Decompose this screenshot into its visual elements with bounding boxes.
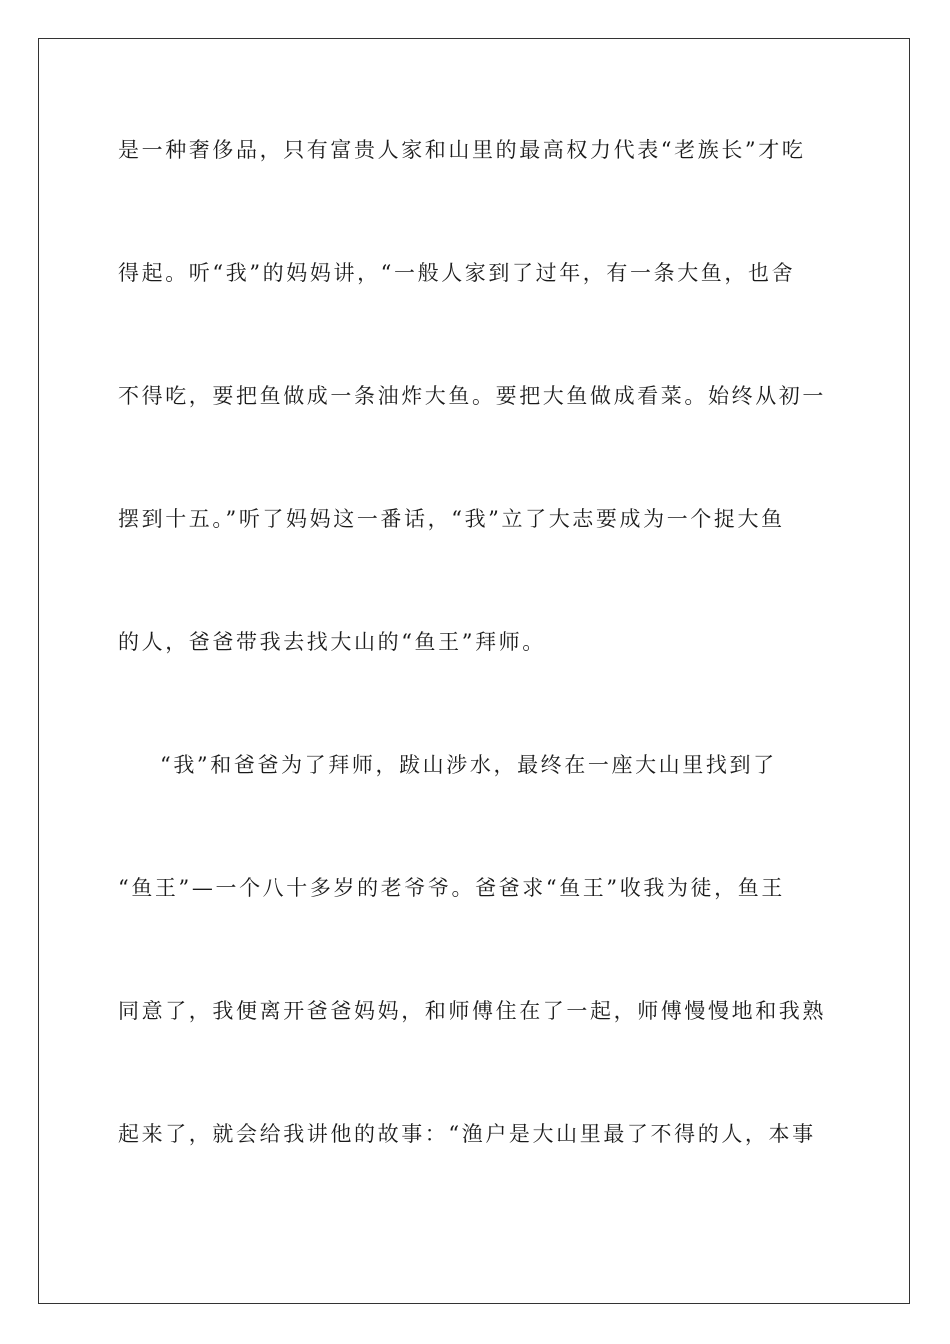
paragraph-first-line: “我”和爸爸为了拜师，跋山涉水，最终在一座大山里找到了 bbox=[160, 753, 777, 777]
text-line: “鱼王”—一个八十多岁的老爷爷。爸爸求“鱼王”收我为徒，鱼王 bbox=[118, 876, 785, 900]
text-line: 的人，爸爸带我去找大山的“鱼王”拜师。 bbox=[118, 630, 546, 654]
text-line: 不得吃，要把鱼做成一条油炸大鱼。要把大鱼做成看菜。始终从初一 bbox=[118, 384, 826, 408]
text-line: 得起。听“我”的妈妈讲，“一般人家到了过年，有一条大鱼，也舍 bbox=[118, 261, 796, 285]
text-line: 起来了，就会给我讲他的故事：“渔户是大山里最了不得的人，本事 bbox=[118, 1122, 816, 1146]
page-border bbox=[38, 38, 910, 1304]
text-line: 摆到十五。”听了妈妈这一番话，“我”立了大志要成为一个捉大鱼 bbox=[118, 507, 785, 531]
text-line: 是一种奢侈品，只有富贵人家和山里的最高权力代表“老族长”才吃 bbox=[118, 138, 806, 162]
text-line: 同意了，我便离开爸爸妈妈，和师傅住在了一起，师傅慢慢地和我熟 bbox=[118, 999, 826, 1023]
